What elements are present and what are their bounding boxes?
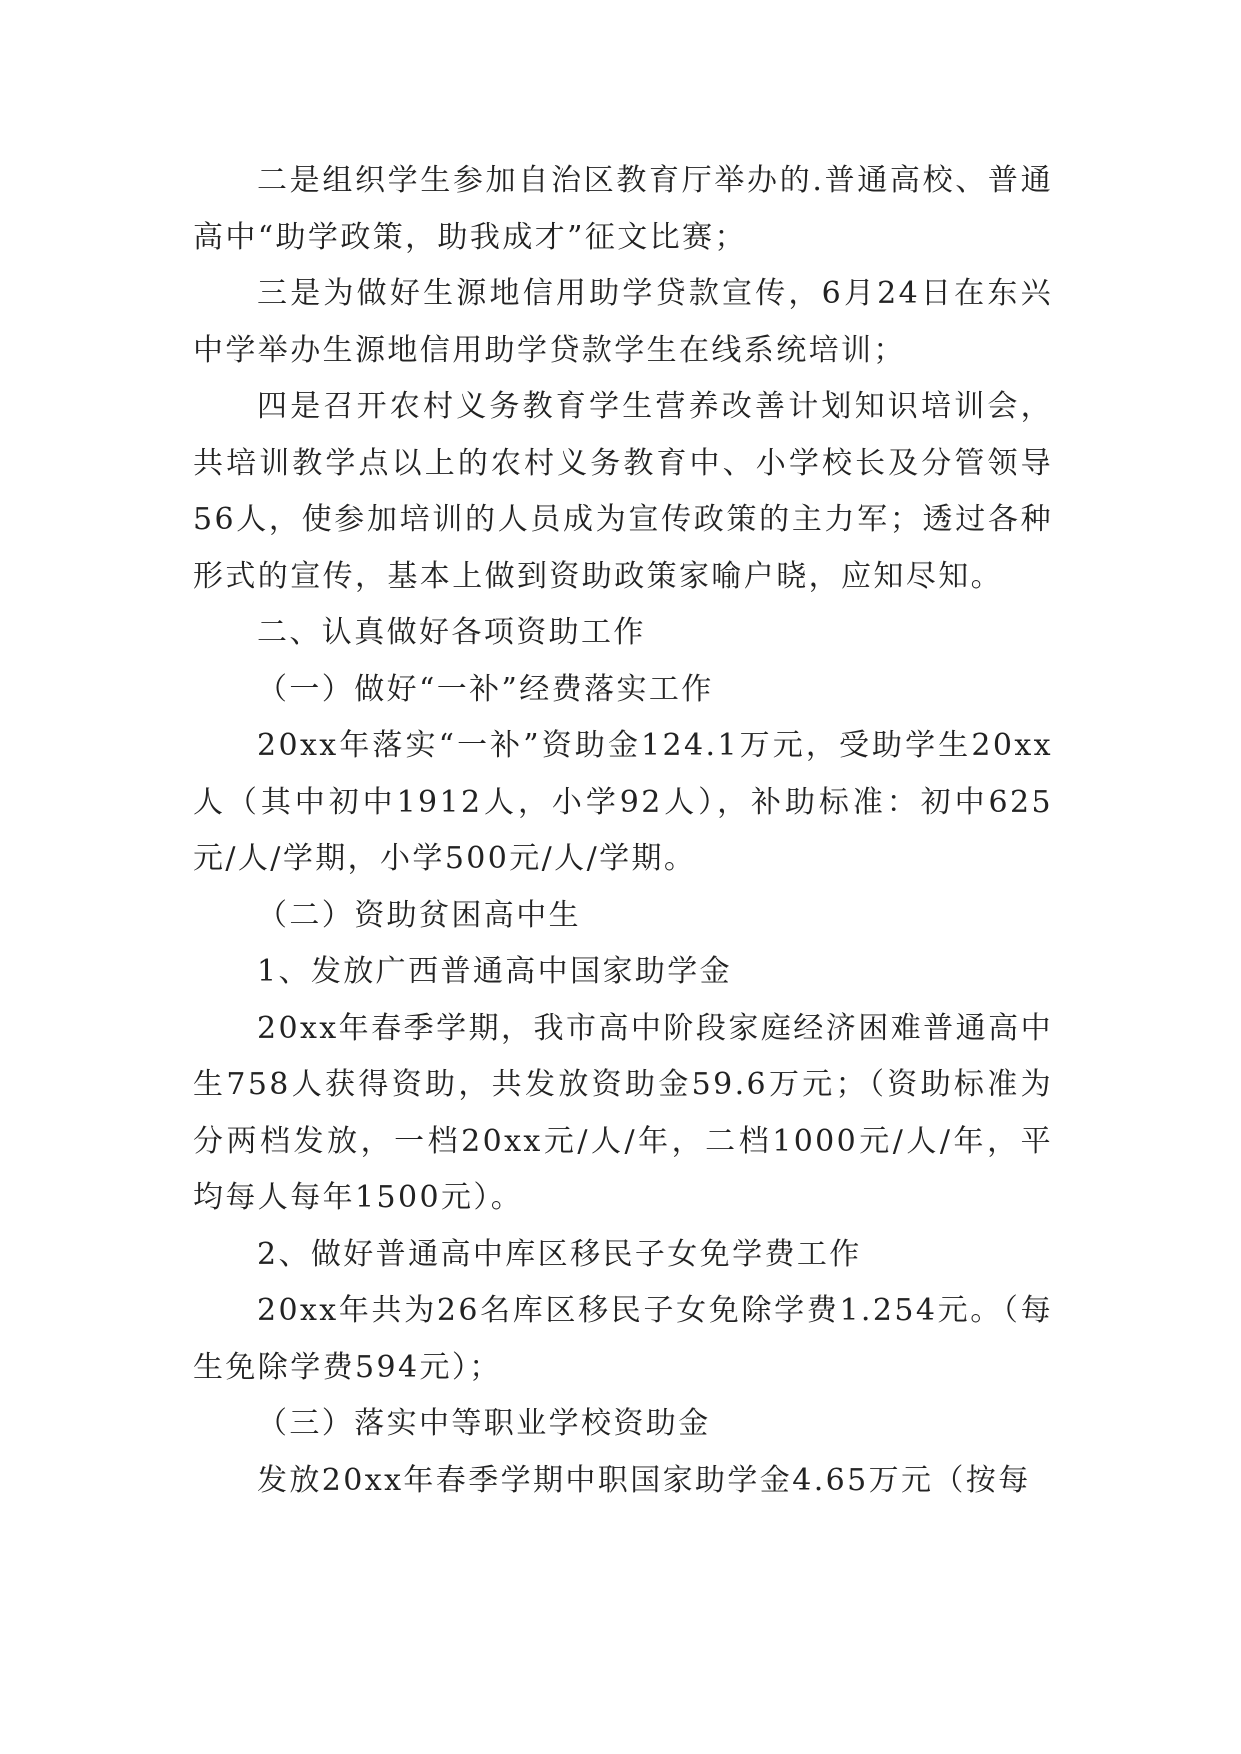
document-body (193, 153, 1053, 1509)
paragraph-exemption-details: 20xx年共为26名库区移民子女免除学费1.254元。（每生免除学费594元）； (193, 1293, 1053, 1385)
subheading-tuition-exemption: 2、做好普通高中库区移民子女免学费工作 (257, 1236, 862, 1272)
paragraph-yibu-details: 20xx年落实“一补”资助金124.1万元，受助学生20xx人（其中初中1912人，小学92人），补助标准：初中625元/人/学期，小学500元/人/学期。 (193, 728, 1053, 876)
subheading-high-school-aid: （二）资助贫困高中生 (257, 897, 581, 933)
subheading-yibu-funds: （一）做好“一补”经费落实工作 (257, 671, 714, 707)
paragraph-grant-details: 20xx年春季学期，我市高中阶段家庭经济困难普通高中生758人获得资助，共发放资助金59.6万元；（资助标准为分两档发放，一档20xx元/人/年，二档1000元/人/年，平均每人每年1500元）。 (193, 1010, 1053, 1215)
subheading-national-grant: 1、发放广西普通高中国家助学金 (257, 954, 733, 989)
paragraph-vocational-details: 发放20xx年春季学期中职国家助学金4.65万元（按每 (257, 1462, 1031, 1498)
paragraph-nutrition-training: 四是召开农村义务教育学生营养改善计划知识培训会，共培训教学点以上的农村义务教育中、小学校长及分管领导56人，使参加培训的人员成为宣传政策的主力军；透过各种形式的宣传，基本上做到资助政策家喻户晓，应知尽知。 (193, 389, 1053, 594)
paragraph-organize-essay-contest: 二是组织学生参加自治区教育厅举办的.普通高校、普通高中“助学政策，助我成才”征文比赛； (193, 163, 1053, 255)
subheading-vocational-aid: （三）落实中等职业学校资助金 (257, 1406, 711, 1441)
section-heading-subsidy-work: 二、认真做好各项资助工作 (257, 615, 646, 650)
paragraph-loan-training: 三是为做好生源地信用助学贷款宣传，6月24日在东兴中学举办生源地信用助学贷款学生在线系统培训； (193, 276, 1053, 368)
